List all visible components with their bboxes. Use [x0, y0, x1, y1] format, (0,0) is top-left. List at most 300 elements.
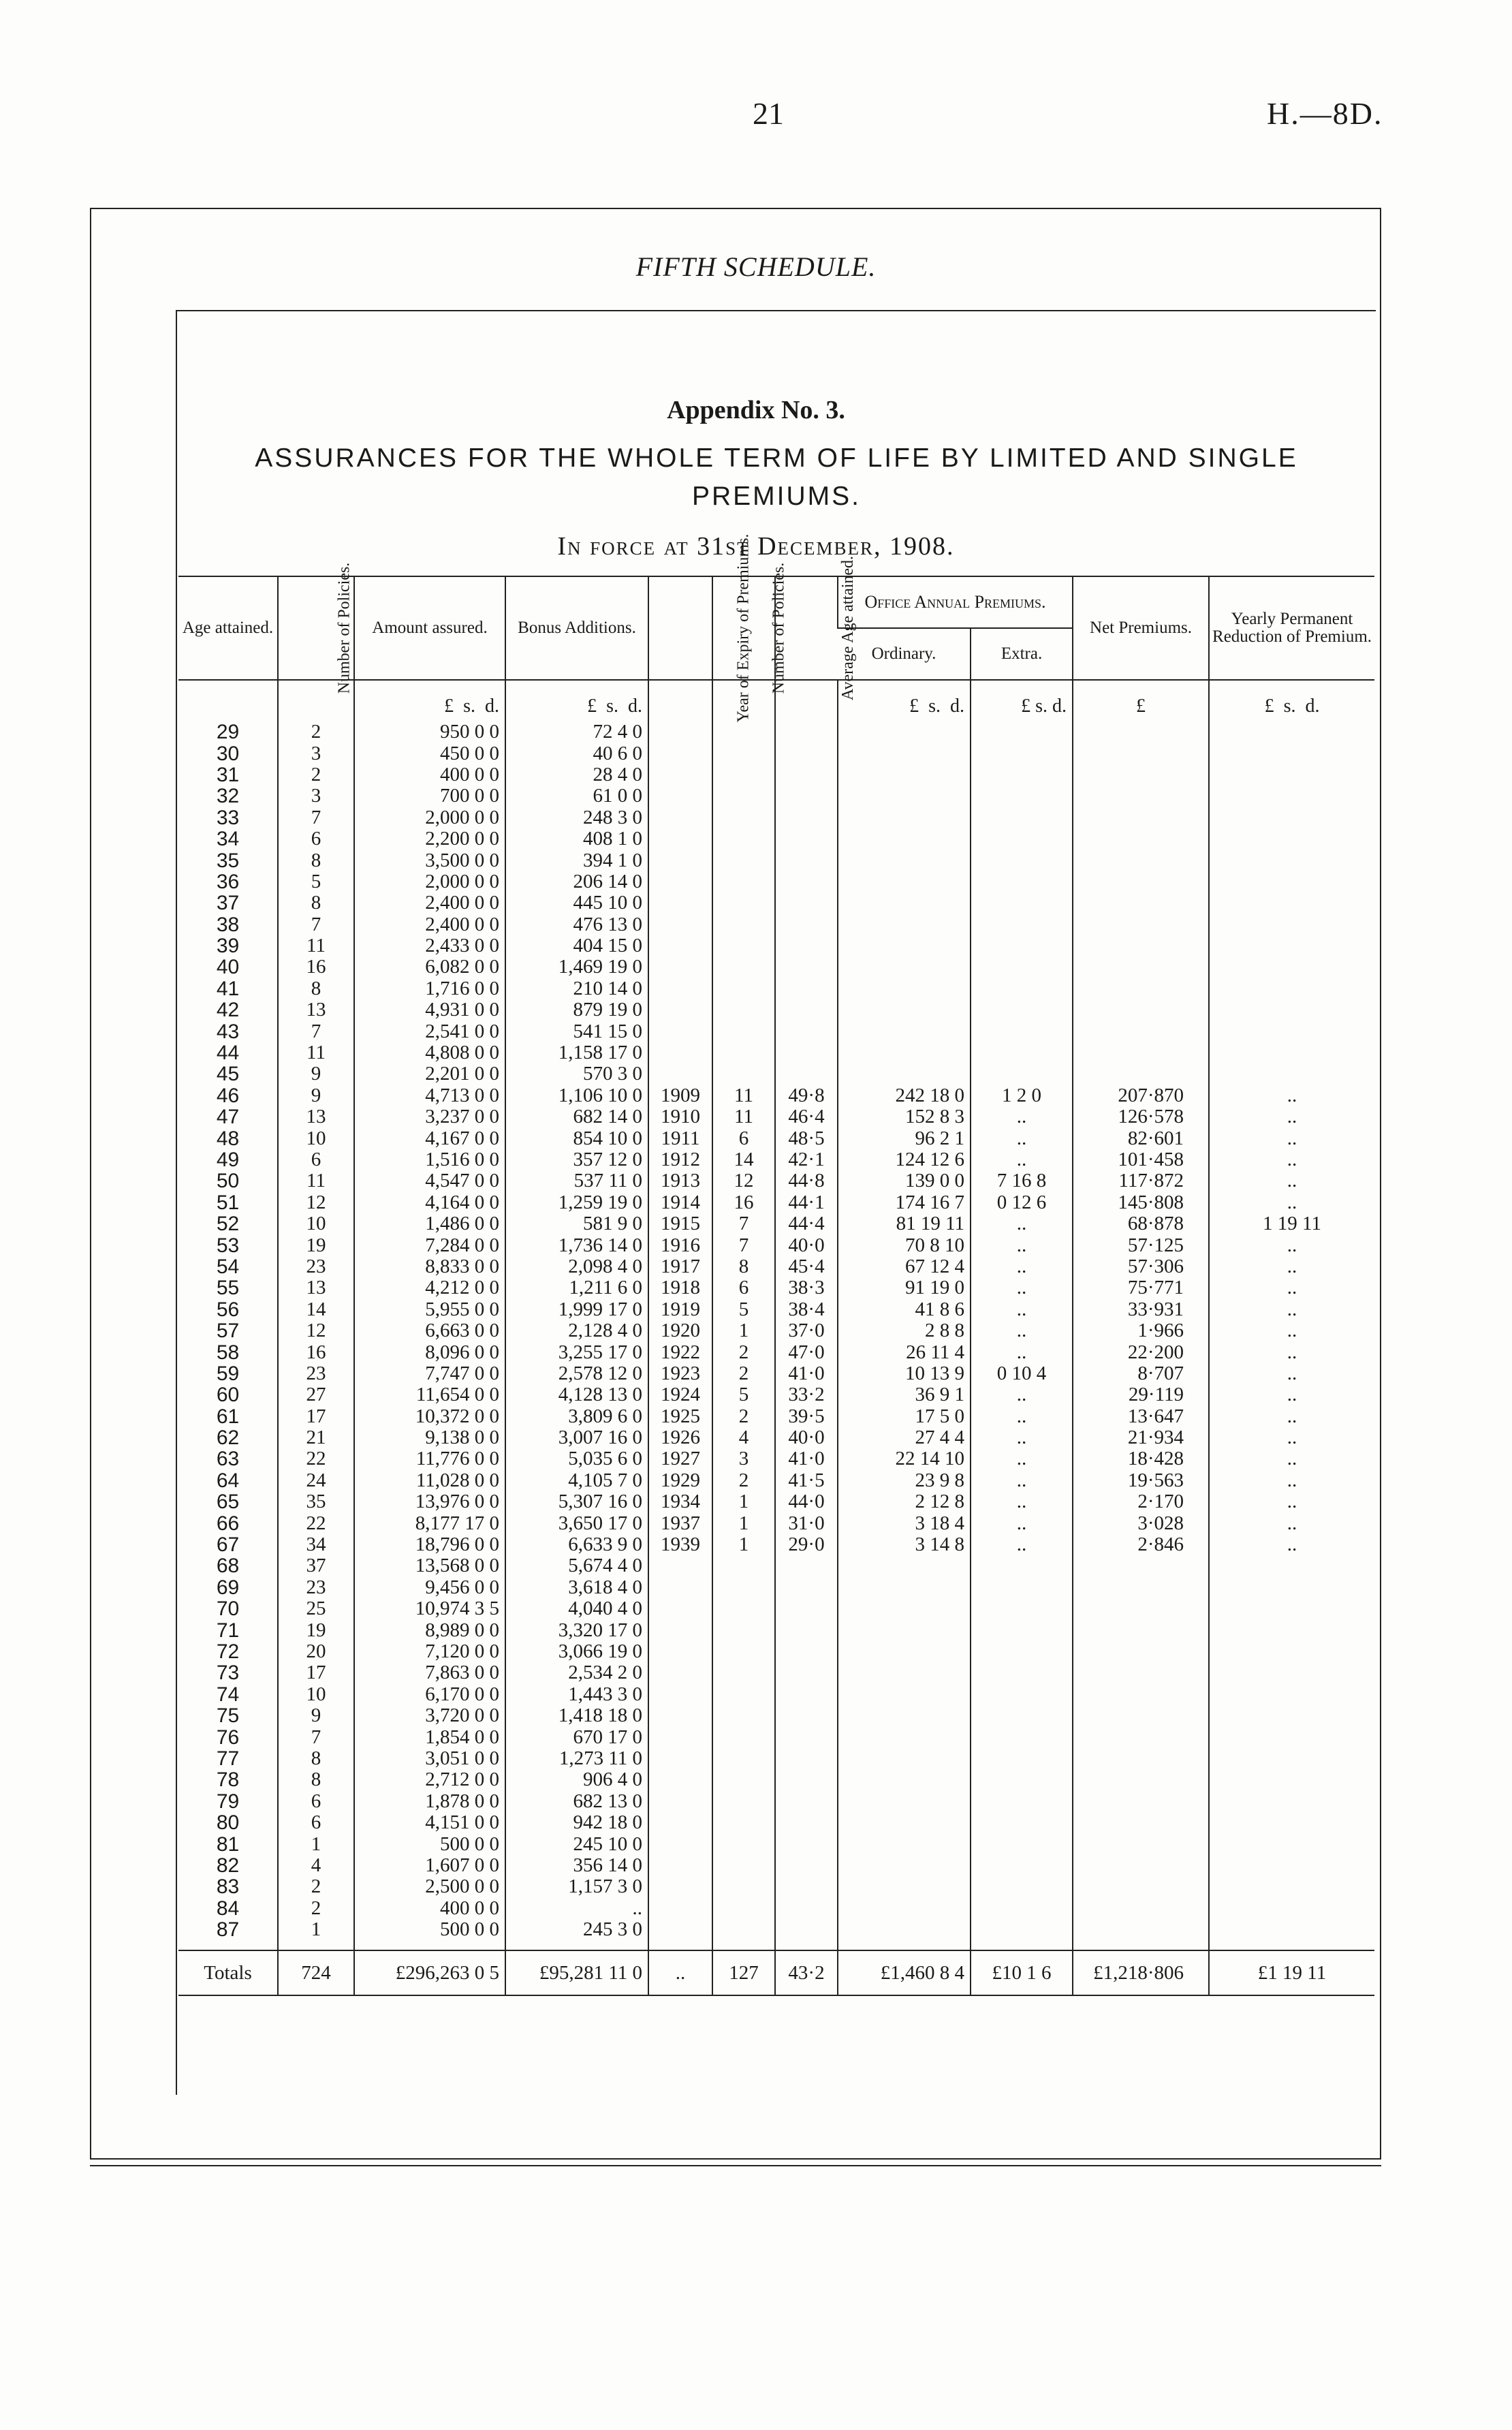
- bonus-cell: 581 9 0: [505, 1213, 648, 1234]
- policies-cell: 16: [278, 1341, 354, 1362]
- policies-cell: 2: [278, 1897, 354, 1918]
- average-age-cell: [775, 1063, 838, 1085]
- policies-cell: 7: [278, 1021, 354, 1042]
- policies-cell: 1: [278, 1919, 354, 1940]
- net-premium-cell: 22·200: [1073, 1341, 1209, 1362]
- age-cell: 42: [216, 999, 240, 1022]
- totals-extra: £10 1 6: [971, 1950, 1073, 1995]
- policies2-cell: [712, 935, 775, 956]
- table-row: [178, 1277, 1374, 1298]
- amount-cell: 2,712 0 0: [354, 1769, 505, 1790]
- extra-cell: [971, 721, 1073, 743]
- age-cell: 58: [216, 1341, 240, 1364]
- net-premium-cell: 117·872: [1073, 1170, 1209, 1191]
- policies-cell: 8: [278, 1769, 354, 1790]
- year-expiry-cell: [648, 978, 712, 999]
- average-age-cell: [775, 1855, 838, 1876]
- ordinary-cell: [838, 956, 971, 978]
- net-premium-cell: [1073, 1063, 1209, 1085]
- bonus-cell: 3,809 6 0: [505, 1406, 648, 1427]
- year-expiry-cell: 1927: [648, 1448, 712, 1469]
- net-premium-cell: [1073, 1619, 1209, 1640]
- ordinary-cell: 41 8 6: [838, 1299, 971, 1320]
- yearly-reduction-cell: [1209, 956, 1374, 978]
- yearly-reduction-cell: [1209, 1833, 1374, 1854]
- extra-cell: ..: [971, 1512, 1073, 1533]
- extra-cell: ..: [971, 1427, 1073, 1448]
- net-premium-cell: [1073, 1641, 1209, 1662]
- age-cell: 33: [216, 806, 240, 829]
- policies2-cell: 16: [712, 1192, 775, 1213]
- yearly-reduction-cell: ..: [1209, 1149, 1374, 1170]
- policies-cell: 4: [278, 1855, 354, 1876]
- net-premium-cell: [1073, 1748, 1209, 1769]
- ordinary-cell: [838, 850, 971, 871]
- yearly-reduction-cell: ..: [1209, 1512, 1374, 1533]
- bonus-cell: 1,469 19 0: [505, 956, 648, 978]
- year-expiry-cell: 1917: [648, 1256, 712, 1277]
- amount-cell: 1,486 0 0: [354, 1213, 505, 1234]
- age-cell: 54: [216, 1255, 240, 1278]
- table-row: [178, 1448, 1374, 1469]
- year-expiry-cell: [648, 1791, 712, 1812]
- age-cell: 50: [216, 1170, 240, 1193]
- age-cell: 72: [216, 1640, 240, 1663]
- average-age-cell: [775, 807, 838, 828]
- policies-cell: 2: [278, 721, 354, 743]
- year-expiry-cell: [648, 850, 712, 871]
- age-cell: 78: [216, 1769, 240, 1792]
- ordinary-cell: [838, 999, 971, 1021]
- year-expiry-cell: [648, 1042, 712, 1063]
- average-age-cell: [775, 785, 838, 807]
- table-row: [178, 1341, 1374, 1362]
- year-expiry-cell: [648, 1684, 712, 1705]
- age-cell: 82: [216, 1854, 240, 1877]
- ordinary-cell: [838, 914, 971, 935]
- age-cell: 81: [216, 1833, 240, 1856]
- table-row: [178, 1427, 1374, 1448]
- net-premium-cell: 82·601: [1073, 1127, 1209, 1149]
- ordinary-cell: 23 9 8: [838, 1470, 971, 1491]
- average-age-cell: [775, 935, 838, 956]
- bonus-cell: 1,106 10 0: [505, 1085, 648, 1106]
- yearly-reduction-cell: [1209, 892, 1374, 914]
- average-age-cell: [775, 828, 838, 850]
- bonus-cell: 72 4 0: [505, 721, 648, 743]
- table-row: [178, 1769, 1374, 1790]
- policies-cell: 9: [278, 1705, 354, 1726]
- amount-cell: 10,974 3 5: [354, 1598, 505, 1619]
- extra-cell: [971, 1555, 1073, 1576]
- yearly-reduction-cell: ..: [1209, 1170, 1374, 1191]
- age-cell: 76: [216, 1726, 240, 1749]
- bonus-cell: 248 3 0: [505, 807, 648, 828]
- header-office-premiums: Office Annual Premiums.: [838, 576, 1073, 628]
- age-cell: 69: [216, 1576, 240, 1599]
- yearly-reduction-cell: ..: [1209, 1192, 1374, 1213]
- year-expiry-cell: 1916: [648, 1234, 712, 1256]
- extra-cell: ..: [971, 1534, 1073, 1555]
- extra-cell: [971, 1919, 1073, 1940]
- age-cell: 55: [216, 1277, 240, 1300]
- bonus-cell: 3,255 17 0: [505, 1341, 648, 1362]
- policies-cell: 1: [278, 1833, 354, 1854]
- net-premium-cell: [1073, 871, 1209, 892]
- amount-cell: 4,713 0 0: [354, 1085, 505, 1106]
- ordinary-cell: 139 0 0: [838, 1170, 971, 1191]
- average-age-cell: [775, 1042, 838, 1063]
- amount-cell: 10,372 0 0: [354, 1406, 505, 1427]
- bottom-rule: [90, 2165, 1381, 2166]
- bonus-cell: 879 19 0: [505, 999, 648, 1021]
- year-expiry-cell: [648, 1641, 712, 1662]
- year-expiry-cell: 1912: [648, 1149, 712, 1170]
- bonus-cell: 1,158 17 0: [505, 1042, 648, 1063]
- average-age-cell: 38·3: [775, 1277, 838, 1298]
- bonus-cell: 854 10 0: [505, 1127, 648, 1149]
- table-row: [178, 807, 1374, 828]
- yearly-reduction-cell: [1209, 1555, 1374, 1576]
- policies2-cell: [712, 764, 775, 785]
- extra-cell: 0 12 6: [971, 1192, 1073, 1213]
- net-premium-cell: [1073, 1705, 1209, 1726]
- yearly-reduction-cell: ..: [1209, 1534, 1374, 1555]
- average-age-cell: 40·0: [775, 1234, 838, 1256]
- age-cell: 37: [216, 892, 240, 915]
- totals-average-age: 43·2: [775, 1950, 838, 1995]
- table-row: [178, 1791, 1374, 1812]
- yearly-reduction-cell: [1209, 999, 1374, 1021]
- amount-cell: 4,151 0 0: [354, 1812, 505, 1833]
- ordinary-cell: 27 4 4: [838, 1427, 971, 1448]
- average-age-cell: [775, 914, 838, 935]
- yearly-reduction-cell: [1209, 1598, 1374, 1619]
- net-premium-cell: [1073, 764, 1209, 785]
- table-row: [178, 892, 1374, 914]
- average-age-cell: [775, 892, 838, 914]
- extra-cell: [971, 828, 1073, 850]
- totals-label: Totals: [178, 1950, 278, 1995]
- policies-cell: 8: [278, 1748, 354, 1769]
- extra-cell: ..: [971, 1320, 1073, 1341]
- bonus-cell: 1,418 18 0: [505, 1705, 648, 1726]
- bonus-cell: 6,633 9 0: [505, 1534, 648, 1555]
- net-premium-cell: [1073, 1897, 1209, 1918]
- table-row: [178, 1534, 1374, 1555]
- policies2-cell: 6: [712, 1277, 775, 1298]
- table-row: [178, 1384, 1374, 1405]
- policies-cell: 7: [278, 807, 354, 828]
- net-premium-cell: 207·870: [1073, 1085, 1209, 1106]
- policies2-cell: [712, 1855, 775, 1876]
- policies2-cell: [712, 807, 775, 828]
- net-premium-cell: 75·771: [1073, 1277, 1209, 1298]
- table-row: [178, 828, 1374, 850]
- net-premium-cell: 68·878: [1073, 1213, 1209, 1234]
- average-age-cell: [775, 1748, 838, 1769]
- yearly-reduction-cell: [1209, 1748, 1374, 1769]
- year-expiry-cell: [648, 1555, 712, 1576]
- amount-cell: 11,654 0 0: [354, 1384, 505, 1405]
- average-age-cell: 38·4: [775, 1299, 838, 1320]
- year-expiry-cell: [648, 1619, 712, 1640]
- table-row: [178, 721, 1374, 743]
- age-cell: 62: [216, 1427, 240, 1450]
- age-cell: 83: [216, 1875, 240, 1899]
- age-cell: 67: [216, 1533, 240, 1557]
- average-age-cell: [775, 978, 838, 999]
- bonus-cell: 906 4 0: [505, 1769, 648, 1790]
- policies-cell: 37: [278, 1555, 354, 1576]
- policies2-cell: [712, 914, 775, 935]
- net-premium-cell: 18·428: [1073, 1448, 1209, 1469]
- yearly-reduction-cell: [1209, 1042, 1374, 1063]
- amount-cell: 500 0 0: [354, 1919, 505, 1940]
- age-cell: 48: [216, 1127, 240, 1150]
- extra-cell: 1 2 0: [971, 1085, 1073, 1106]
- header-amount: Amount assured.: [354, 576, 505, 680]
- ordinary-cell: 81 19 11: [838, 1213, 971, 1234]
- table-row: [178, 1641, 1374, 1662]
- yearly-reduction-cell: ..: [1209, 1491, 1374, 1512]
- totals-amount: £296,263 0 5: [354, 1950, 505, 1995]
- extra-cell: [971, 1897, 1073, 1918]
- table-row: [178, 1684, 1374, 1705]
- bonus-cell: 1,157 3 0: [505, 1876, 648, 1897]
- year-expiry-cell: [648, 828, 712, 850]
- table-row: [178, 1170, 1374, 1191]
- policies2-cell: [712, 850, 775, 871]
- yearly-reduction-cell: ..: [1209, 1106, 1374, 1127]
- page-number: 21: [753, 96, 784, 131]
- ordinary-cell: [838, 1684, 971, 1705]
- yearly-reduction-cell: 1 19 11: [1209, 1213, 1374, 1234]
- table-row: [178, 1897, 1374, 1918]
- age-cell: 52: [216, 1213, 240, 1236]
- amount-cell: 400 0 0: [354, 764, 505, 785]
- bonus-cell: 1,999 17 0: [505, 1299, 648, 1320]
- ordinary-cell: [838, 1876, 971, 1897]
- extra-cell: [971, 764, 1073, 785]
- yearly-reduction-cell: ..: [1209, 1234, 1374, 1256]
- average-age-cell: [775, 850, 838, 871]
- units-ordinary: £ s. d.: [838, 680, 971, 721]
- policies2-cell: [712, 999, 775, 1021]
- policies-cell: 6: [278, 828, 354, 850]
- net-premium-cell: 19·563: [1073, 1470, 1209, 1491]
- amount-cell: 9,456 0 0: [354, 1577, 505, 1598]
- table-row: [178, 850, 1374, 871]
- bonus-cell: 670 17 0: [505, 1726, 648, 1747]
- policies2-cell: [712, 1876, 775, 1897]
- year-expiry-cell: [648, 1598, 712, 1619]
- extra-cell: 7 16 8: [971, 1170, 1073, 1191]
- header-policies: Number of Policies.: [278, 576, 354, 680]
- bonus-cell: 1,259 19 0: [505, 1192, 648, 1213]
- average-age-cell: [775, 1684, 838, 1705]
- net-premium-cell: [1073, 1577, 1209, 1598]
- policies2-cell: [712, 785, 775, 807]
- extra-cell: ..: [971, 1106, 1073, 1127]
- header-net-premiums: Net Premiums.: [1073, 576, 1209, 680]
- table-row: [178, 999, 1374, 1021]
- extra-cell: ..: [971, 1149, 1073, 1170]
- bonus-cell: 3,066 19 0: [505, 1641, 648, 1662]
- policies-cell: 8: [278, 850, 354, 871]
- age-cell: 73: [216, 1662, 240, 1685]
- units-extra: £ s. d.: [971, 680, 1073, 721]
- table-row: [178, 1812, 1374, 1833]
- policies-cell: 11: [278, 1170, 354, 1191]
- bonus-cell: 3,320 17 0: [505, 1619, 648, 1640]
- table-row: [178, 1491, 1374, 1512]
- age-cell: 43: [216, 1020, 240, 1043]
- average-age-cell: 37·0: [775, 1320, 838, 1341]
- extra-cell: ..: [971, 1213, 1073, 1234]
- year-expiry-cell: [648, 956, 712, 978]
- net-premium-cell: [1073, 1833, 1209, 1854]
- net-premium-cell: 29·119: [1073, 1384, 1209, 1405]
- yearly-reduction-cell: [1209, 1791, 1374, 1812]
- net-premium-cell: [1073, 721, 1209, 743]
- year-expiry-cell: [648, 892, 712, 914]
- yearly-reduction-cell: [1209, 743, 1374, 764]
- policies-cell: 35: [278, 1491, 354, 1512]
- ordinary-cell: 174 16 7: [838, 1192, 971, 1213]
- average-age-cell: 44·8: [775, 1170, 838, 1191]
- bonus-cell: 3,007 16 0: [505, 1427, 648, 1448]
- amount-cell: 2,400 0 0: [354, 914, 505, 935]
- amount-cell: 13,976 0 0: [354, 1491, 505, 1512]
- units-bonus: £ s. d.: [505, 680, 648, 721]
- amount-cell: 4,931 0 0: [354, 999, 505, 1021]
- net-premium-cell: 101·458: [1073, 1149, 1209, 1170]
- average-age-cell: [775, 1555, 838, 1576]
- age-cell: 29: [216, 721, 240, 744]
- yearly-reduction-cell: ..: [1209, 1341, 1374, 1362]
- table-row: [178, 1619, 1374, 1640]
- age-cell: 70: [216, 1598, 240, 1621]
- ordinary-cell: 242 18 0: [838, 1085, 971, 1106]
- average-age-cell: [775, 1641, 838, 1662]
- yearly-reduction-cell: [1209, 1812, 1374, 1833]
- bonus-cell: ..: [505, 1897, 648, 1918]
- schedule-title: FIFTH SCHEDULE.: [635, 251, 877, 282]
- year-expiry-cell: [648, 743, 712, 764]
- policies-cell: 23: [278, 1577, 354, 1598]
- ordinary-cell: [838, 1748, 971, 1769]
- amount-cell: 2,000 0 0: [354, 871, 505, 892]
- policies-cell: 9: [278, 1063, 354, 1085]
- extra-cell: ..: [971, 1256, 1073, 1277]
- policies2-cell: [712, 1555, 775, 1576]
- amount-cell: 4,212 0 0: [354, 1277, 505, 1298]
- header-year-expiry: Year of Expiry of Premiums.: [648, 576, 712, 680]
- yearly-reduction-cell: [1209, 1684, 1374, 1705]
- policies-cell: 23: [278, 1256, 354, 1277]
- year-expiry-cell: 1913: [648, 1170, 712, 1191]
- year-expiry-cell: 1939: [648, 1534, 712, 1555]
- extra-cell: [971, 1641, 1073, 1662]
- year-expiry-cell: 1923: [648, 1363, 712, 1384]
- year-expiry-cell: [648, 871, 712, 892]
- policies2-cell: [712, 1726, 775, 1747]
- policies-cell: 20: [278, 1641, 354, 1662]
- totals-policies: 724: [278, 1950, 354, 1995]
- amount-cell: 13,568 0 0: [354, 1555, 505, 1576]
- age-cell: 56: [216, 1298, 240, 1321]
- ordinary-cell: [838, 892, 971, 914]
- policies-cell: 10: [278, 1213, 354, 1234]
- net-premium-cell: 145·808: [1073, 1192, 1209, 1213]
- table-row: [178, 1855, 1374, 1876]
- net-premium-cell: 2·846: [1073, 1534, 1209, 1555]
- policies2-cell: [712, 828, 775, 850]
- average-age-cell: 33·2: [775, 1384, 838, 1405]
- year-expiry-cell: 1919: [648, 1299, 712, 1320]
- average-age-cell: [775, 1726, 838, 1747]
- net-premium-cell: [1073, 1662, 1209, 1683]
- amount-cell: 6,170 0 0: [354, 1684, 505, 1705]
- ordinary-cell: 91 19 0: [838, 1277, 971, 1298]
- policies-cell: 14: [278, 1299, 354, 1320]
- bonus-cell: 445 10 0: [505, 892, 648, 914]
- units-yearly: £ s. d.: [1209, 680, 1374, 721]
- policies2-cell: [712, 1619, 775, 1640]
- amount-cell: 9,138 0 0: [354, 1427, 505, 1448]
- ordinary-cell: 96 2 1: [838, 1127, 971, 1149]
- net-premium-cell: [1073, 1919, 1209, 1940]
- age-cell: 32: [216, 785, 240, 808]
- table-row: [178, 1833, 1374, 1854]
- age-cell: 77: [216, 1747, 240, 1770]
- ordinary-cell: [838, 1063, 971, 1085]
- extra-cell: [971, 1769, 1073, 1790]
- policies-cell: 24: [278, 1470, 354, 1491]
- policies2-cell: [712, 1662, 775, 1683]
- policies-cell: 13: [278, 1106, 354, 1127]
- year-expiry-cell: 1937: [648, 1512, 712, 1533]
- ordinary-cell: [838, 1833, 971, 1854]
- main-heading: ASSURANCES FOR THE WHOLE TERM OF LIFE BY LIMITED AND SINGLE PREMIUMS.: [255, 443, 1298, 511]
- bonus-cell: 28 4 0: [505, 764, 648, 785]
- age-cell: 39: [216, 935, 240, 958]
- yearly-reduction-cell: [1209, 828, 1374, 850]
- extra-cell: ..: [971, 1234, 1073, 1256]
- ordinary-cell: 124 12 6: [838, 1149, 971, 1170]
- policies2-cell: 1: [712, 1491, 775, 1512]
- policies2-cell: [712, 1769, 775, 1790]
- net-premium-cell: [1073, 999, 1209, 1021]
- age-cell: 79: [216, 1790, 240, 1813]
- extra-cell: [971, 1619, 1073, 1640]
- bonus-cell: 2,128 4 0: [505, 1320, 648, 1341]
- ordinary-cell: 36 9 1: [838, 1384, 971, 1405]
- extra-cell: [971, 892, 1073, 914]
- year-expiry-cell: [648, 1812, 712, 1833]
- document-reference: H.—8D.: [1267, 96, 1383, 131]
- spacer-row: [178, 1940, 1374, 1950]
- bonus-cell: 206 14 0: [505, 871, 648, 892]
- table-row: [178, 1149, 1374, 1170]
- net-premium-cell: [1073, 1769, 1209, 1790]
- ordinary-cell: 70 8 10: [838, 1234, 971, 1256]
- bonus-cell: 541 15 0: [505, 1021, 648, 1042]
- amount-cell: 1,516 0 0: [354, 1149, 505, 1170]
- bonus-cell: 942 18 0: [505, 1812, 648, 1833]
- bonus-cell: 2,098 4 0: [505, 1256, 648, 1277]
